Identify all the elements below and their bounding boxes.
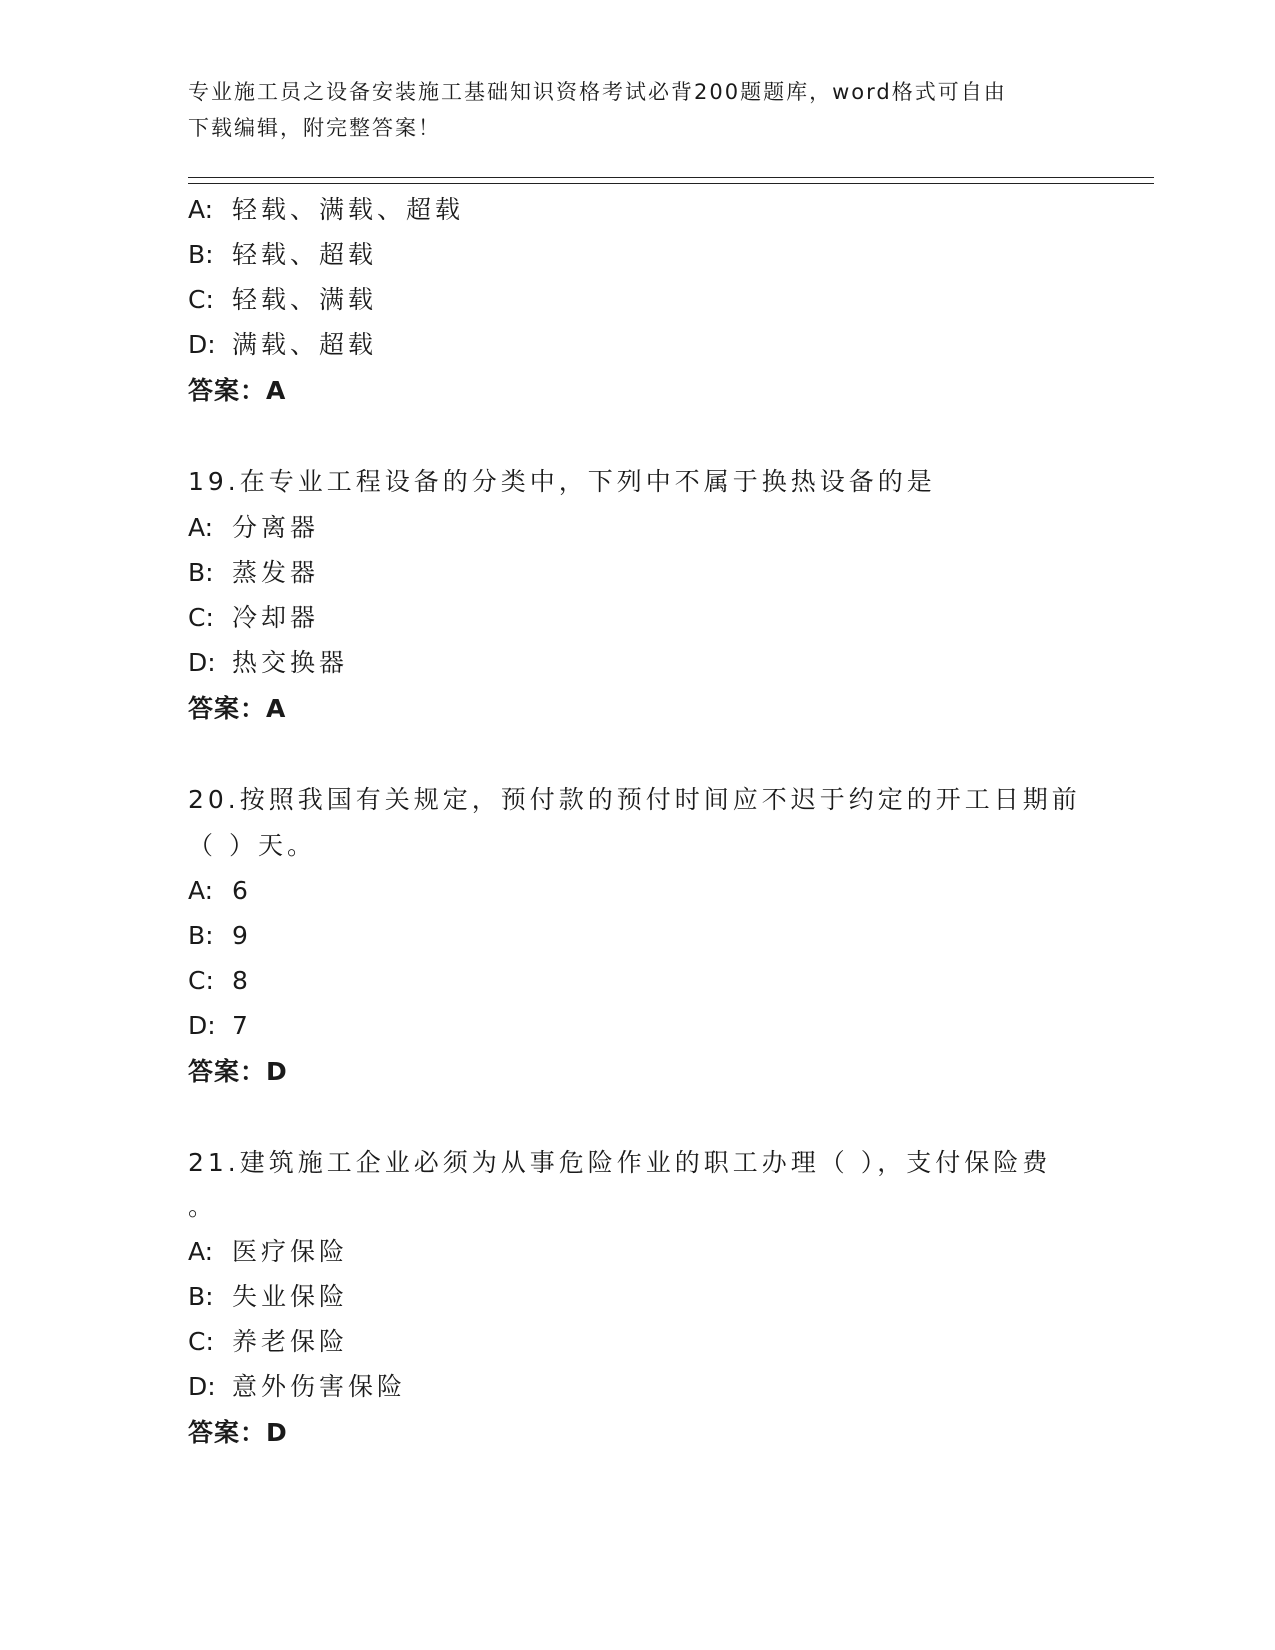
q20-answer: 答案：D — [188, 1057, 288, 1086]
option-text: 9 — [232, 921, 252, 950]
q21-question-line-1: 21.建筑施工企业必须为从事危险作业的职工办理（ ），支付保险费 — [188, 1148, 1052, 1177]
q18-answer: 答案：A — [188, 376, 287, 405]
option-letter: A: — [188, 195, 214, 224]
option-text: 冷却器 — [232, 603, 320, 632]
option-letter: C: — [188, 285, 214, 314]
q18-option-a — [188, 195, 464, 225]
header-line-2: 下载编辑，附完整答案！ — [188, 116, 441, 140]
option-letter: C: — [188, 966, 214, 995]
q20-option-c — [188, 966, 252, 996]
option-letter: D: — [188, 1372, 216, 1401]
option-letter: B: — [188, 240, 214, 269]
option-text: 7 — [232, 1011, 252, 1040]
q19-option-a — [188, 513, 319, 543]
option-letter: A: — [188, 1237, 214, 1266]
q21-answer: 答案：D — [188, 1418, 288, 1447]
q21-option-b — [188, 1282, 348, 1312]
option-text: 失业保险 — [232, 1282, 349, 1311]
q20-option-d — [188, 1011, 252, 1041]
option-text: 意外伤害保险 — [232, 1372, 407, 1401]
q19-answer: 答案：A — [188, 694, 287, 723]
header-divider-top — [188, 177, 1154, 178]
q20-question-line-2: （ ）天。 — [188, 831, 316, 860]
q19-option-d — [188, 648, 348, 678]
option-text: 6 — [232, 876, 252, 905]
q18-option-c — [188, 285, 377, 315]
option-text: 轻载、超载 — [232, 240, 378, 269]
option-letter: A: — [188, 513, 214, 542]
option-letter: B: — [188, 1282, 214, 1311]
option-text: 8 — [232, 966, 252, 995]
option-text: 蒸发器 — [232, 558, 320, 587]
option-text: 分离器 — [232, 513, 320, 542]
option-text: 热交换器 — [232, 648, 349, 677]
q21-option-a — [188, 1237, 348, 1267]
q21-option-d — [188, 1372, 406, 1402]
option-letter: C: — [188, 603, 214, 632]
q19-option-b — [188, 558, 319, 588]
q19-question: 19.在专业工程设备的分类中，下列中不属于换热设备的是 — [188, 467, 936, 496]
option-text: 医疗保险 — [232, 1237, 349, 1266]
q18-option-d — [188, 330, 377, 360]
option-text: 轻载、满载 — [232, 285, 378, 314]
document-header — [188, 74, 1068, 146]
q18-option-b — [188, 240, 377, 270]
option-text: 满载、超载 — [232, 330, 378, 359]
option-letter: B: — [188, 558, 214, 587]
q20-question-line-1: 20.按照我国有关规定，预付款的预付时间应不迟于约定的开工日期前 — [188, 785, 1081, 814]
option-text: 养老保险 — [232, 1327, 349, 1356]
option-letter: D: — [188, 330, 216, 359]
option-letter: A: — [188, 876, 214, 905]
option-letter: D: — [188, 1011, 216, 1040]
option-text: 轻载、满载、超载 — [232, 195, 465, 224]
q21-question-line-2: 。 — [188, 1192, 218, 1221]
option-letter: C: — [188, 1327, 214, 1356]
q20-option-b — [188, 921, 252, 951]
q21-option-c — [188, 1327, 348, 1357]
option-letter: B: — [188, 921, 214, 950]
header-divider-bottom — [188, 183, 1154, 184]
header-line-1: 专业施工员之设备安装施工基础知识资格考试必背200题题库，word格式可自由 — [188, 80, 1007, 104]
q19-option-c — [188, 603, 319, 633]
q20-option-a — [188, 876, 252, 906]
option-letter: D: — [188, 648, 216, 677]
